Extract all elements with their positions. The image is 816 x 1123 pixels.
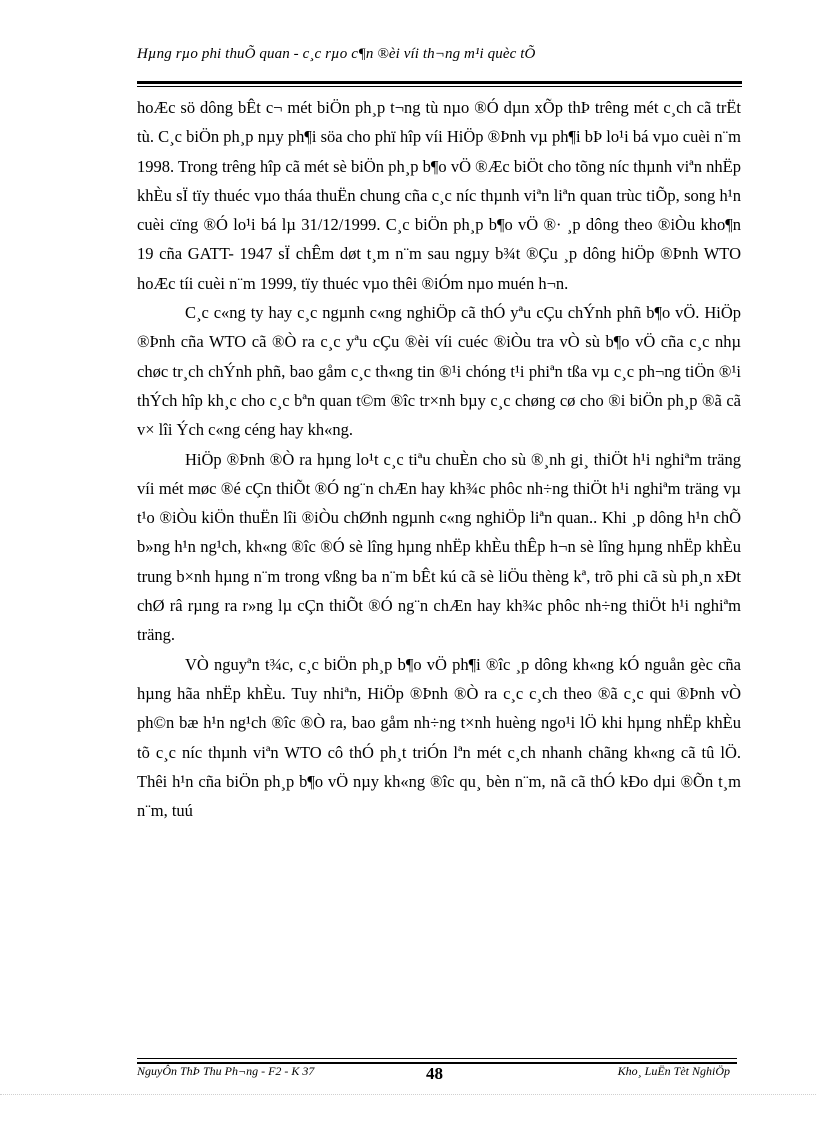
body-text: [137, 93, 741, 825]
header-rule-thin: [137, 86, 742, 87]
page-header-title: Hµng rµo phi thuÕ quan - c¸c rµo c¶n ®èi víi th¬ng m¹i quèc tÕ: [137, 46, 536, 62]
footer-rule-thin: [137, 1058, 737, 1059]
page-edge-divider: [0, 1094, 816, 1095]
paragraph-4: VÒ nguyªn t¾c, c¸c biÖn ph¸p b¶o vÖ ph¶i ®îc ¸p dông kh«ng kÓ nguån gèc cña hµng hãa nhËp khÈu. Tuy nhiªn, HiÖp ®Þnh ®Ò ra c¸c c¸ch theo ®ã c¸c qui ®Þnh vÒ ph©n bæ h¹n ng¹ch ®îc ®Ò ra, bao gåm nh÷ng t×nh huèng ngo¹i lÖ khi hµng nhËp khÈu tõ c¸c níc thµnh viªn WTO cô thÓ ph¸t triÓn lªn mét c¸ch nhanh chãng kh«ng cã tû lÖ. Thêi h¹n cña biÖn ph¸p b¶o vÖ nµy kh«ng ®îc qu¸ bèn n¨m, nã cã thÓ kÐo dµi ®Õn t¸m n¨m, tuú: [137, 654, 741, 821]
header-rule-thick: [137, 81, 742, 84]
paragraph-1: hoÆc sö dông bÊt c¬ mét biÖn ph¸p t¬ng tù nµo ®Ó dµn xÕp thÞ trêng mét c¸ch cã trËt tù. C¸c biÖn ph¸p nµy ph¶i söa cho phï hîp víi HiÖp ®Þnh vµ ph¶i bÞ lo¹i bá vµo cuèi n¨m 1998. Trong trêng hîp cã mét sè biÖn ph¸p b¶o vÖ ®Æc biÖt cho tõng níc thµnh viªn nhËp khÈu sÏ tïy thuéc vµo tháa thuËn chung cña c¸c níc thµnh viªn liªn quan trùc tiÕp, song h¹n cuèi cïng ®Ó lo¹i bá lµ 31/12/1999. C¸c biÖn ph¸p b¶o vÖ ®· ¸p dông theo ®iÒu kho¶n 19 cña GATT- 1947 sÏ chÊm døt t¸m n¨m sau ngµy b¾t ®Çu ¸p dông hiÖp ®Þnh WTO hoÆc tíi cuèi n¨m 1999, tïy thuéc vµo thêi ®iÓm nµo muén h¬n.: [137, 98, 741, 293]
footer-thesis-label: Kho¸ LuËn Tèt NghiÖp: [617, 1064, 730, 1078]
paragraph-3: HiÖp ®Þnh ®Ò ra hµng lo¹t c¸c tiªu chuÈn cho sù ®¸nh gi¸ thiÖt h¹i nghiªm träng víi mét møc ®é cÇn thiÕt ®Ó ng¨n chÆn hay kh¾c phôc nh÷ng thiÖt h¹i nghiªm träng vµ t¹o ®iÒu kiÖn thuËn lîi ®iÒu chØnh ngµnh c«ng nghiÖp liªn quan.. Khi ¸p dông h¹n chÕ b»ng h¹n ng¹ch, kh«ng ®îc ®Ó sè lîng hµng nhËp khÈu thÊp h¬n sè lîng hµng nhËp khÈu trung b×nh hµng n¨m trong vßng ba n¨m bÊt kú cã sè liÖu thèng kª, trõ phi cã sù ph¸n xÐt chØ râ rµng ra r»ng lµ cÇn thiÕt ®Ó ng¨n chÆn hay kh¾c phôc nh÷ng thiÖt h¹i nghiªm träng.: [137, 449, 741, 645]
page-number: 48: [426, 1064, 443, 1083]
paragraph-2: C¸c c«ng ty hay c¸c ngµnh c«ng nghiÖp cã thÓ yªu cÇu chÝnh phñ b¶o vÖ. HiÖp ®Þnh cña WTO cã ®Ò ra c¸c yªu cÇu ®èi víi cuéc ®iÒu tra vÒ sù b¶o vÖ cña c¸c nhµ chøc tr¸ch chÝnh phñ, bao gåm c¸c th«ng tin ®¹i chóng t¹i phiªn tßa vµ c¸c ph¬ng tiÖn ®¹i thÝch hîp kh¸c cho c¸c bªn quan t©m ®îc tr×nh bµy c¸c chøng cø cho ®i biÖn ph¸p ®ã cã v× lîi Ých c«ng céng hay kh«ng.: [137, 303, 741, 440]
footer-author: NguyÔn ThÞ Thu Ph¬ng - F2 - K 37: [137, 1064, 315, 1078]
